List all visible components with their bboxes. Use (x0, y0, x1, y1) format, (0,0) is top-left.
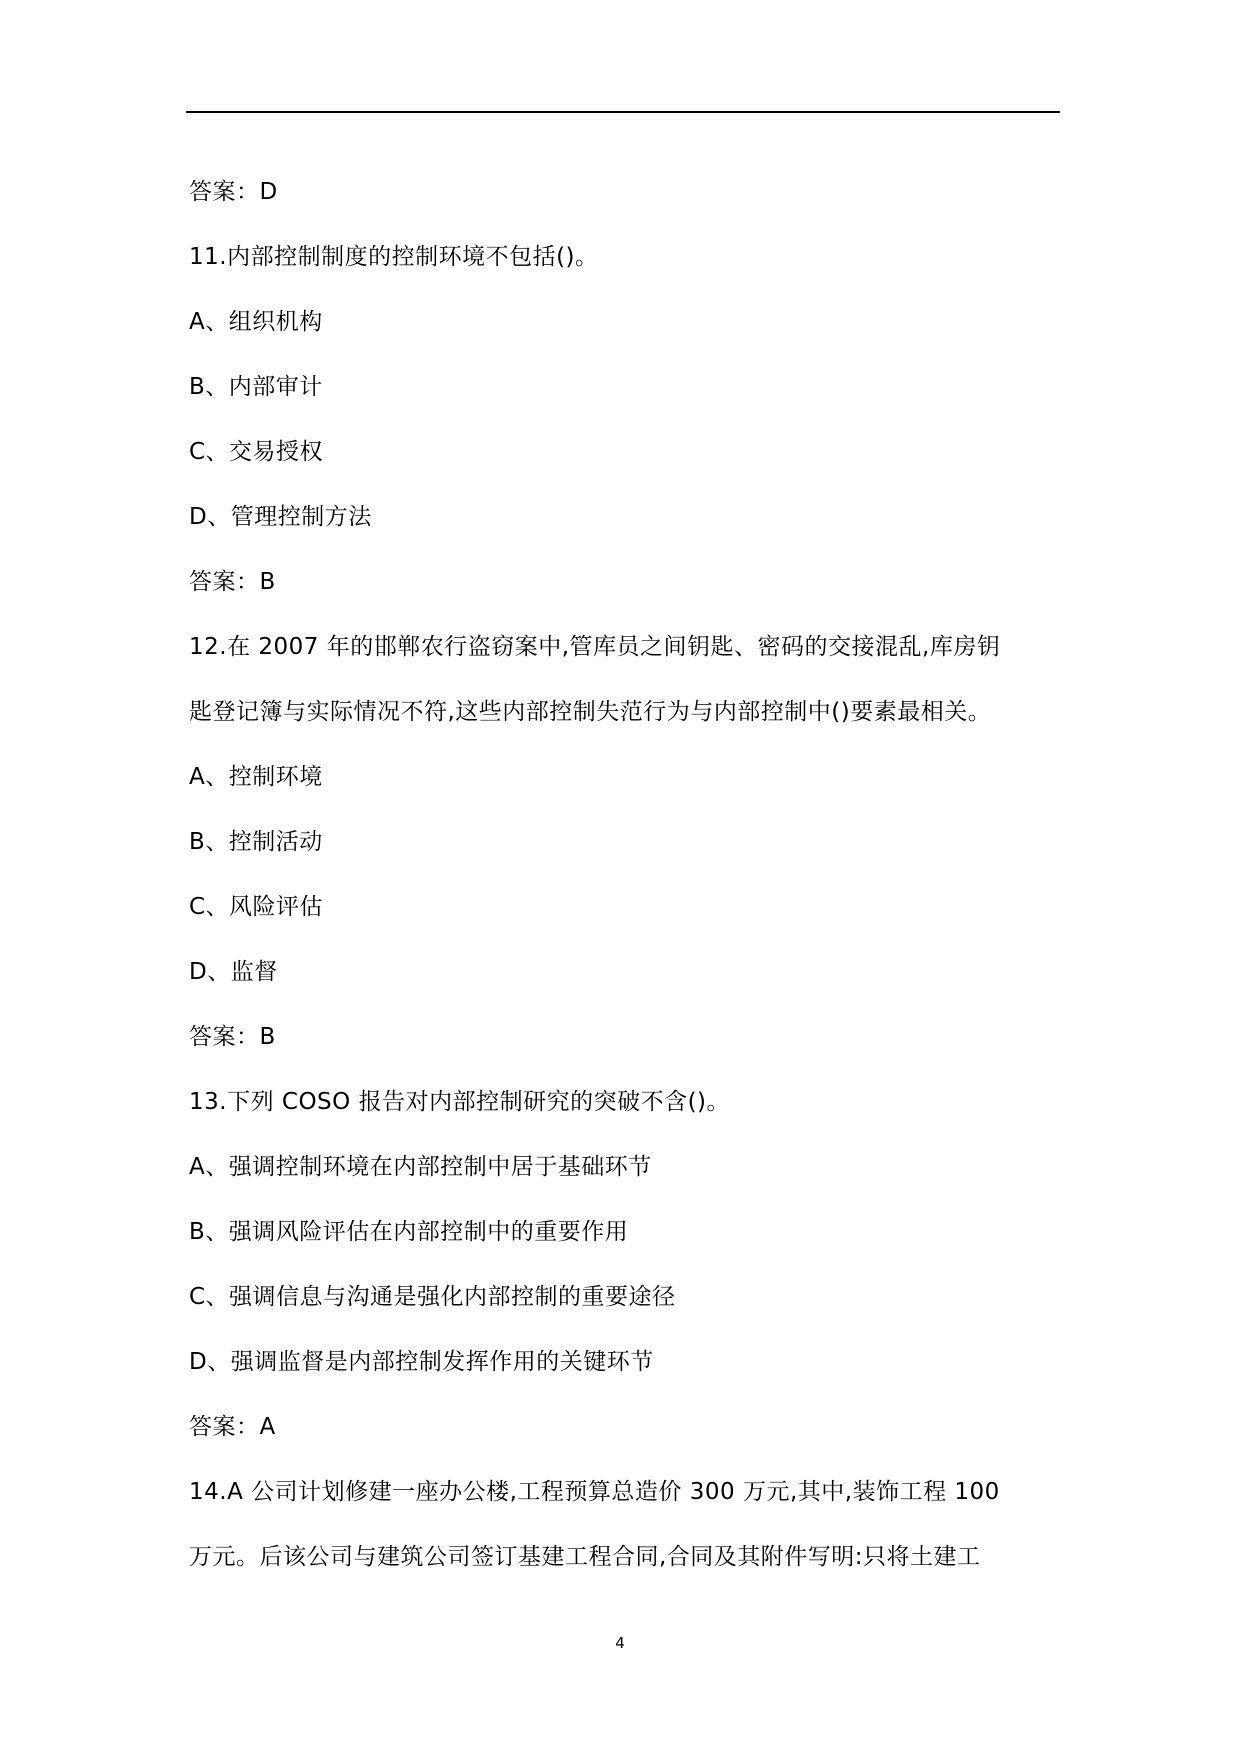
document-body (189, 160, 1059, 1590)
question-stem-line: 13.下列 COSO 报告对内部控制研究的突破不含()。 (189, 1089, 731, 1115)
question-stem (189, 225, 1059, 290)
question-stem (189, 1070, 1059, 1135)
question-stem-line: 14.A 公司计划修建一座办公楼,工程预算总造价 300 万元,其中,装饰工程 100 (189, 1479, 1000, 1505)
question-stem (189, 615, 1059, 745)
option-c: C、强调信息与沟通是强化内部控制的重要途径 (189, 1284, 676, 1310)
question-14 (189, 1460, 1059, 1590)
option-d: D、监督 (189, 959, 278, 985)
option-a: A、强调控制环境在内部控制中居于基础环节 (189, 1154, 652, 1180)
answer: 答案：B (189, 1024, 276, 1050)
question-11 (189, 225, 1059, 615)
question-stem-line: 万元。后该公司与建筑公司签订基建工程合同,合同及其附件写明:只将土建工 (189, 1544, 981, 1570)
header-rule (186, 111, 1060, 113)
question-13 (189, 1070, 1059, 1460)
option-d: D、管理控制方法 (189, 504, 372, 530)
page-number: 4 (615, 1634, 625, 1652)
answer: 答案：A (189, 1414, 276, 1440)
option-b: B、强调风险评估在内部控制中的重要作用 (189, 1219, 629, 1245)
question-stem (189, 1460, 1059, 1590)
question-12 (189, 615, 1059, 1070)
option-a: A、控制环境 (189, 764, 323, 790)
option-b: B、控制活动 (189, 829, 323, 855)
question-stem-line: 12.在 2007 年的邯郸农行盗窃案中,管库员之间钥匙、密码的交接混乱,库房钥 (189, 634, 1001, 660)
option-c: C、风险评估 (189, 894, 324, 920)
option-c: C、交易授权 (189, 439, 324, 465)
option-d: D、强调监督是内部控制发挥作用的关键环节 (189, 1349, 654, 1375)
question-stem-line: 匙登记簿与实际情况不符,这些内部控制失范行为与内部控制中()要素最相关。 (189, 699, 992, 725)
answer: 答案：B (189, 569, 276, 595)
question-stem-line: 11.内部控制制度的控制环境不包括()。 (189, 244, 599, 270)
previous-answer: 答案：D (189, 179, 278, 205)
option-a: A、组织机构 (189, 309, 323, 335)
option-b: B、内部审计 (189, 374, 323, 400)
